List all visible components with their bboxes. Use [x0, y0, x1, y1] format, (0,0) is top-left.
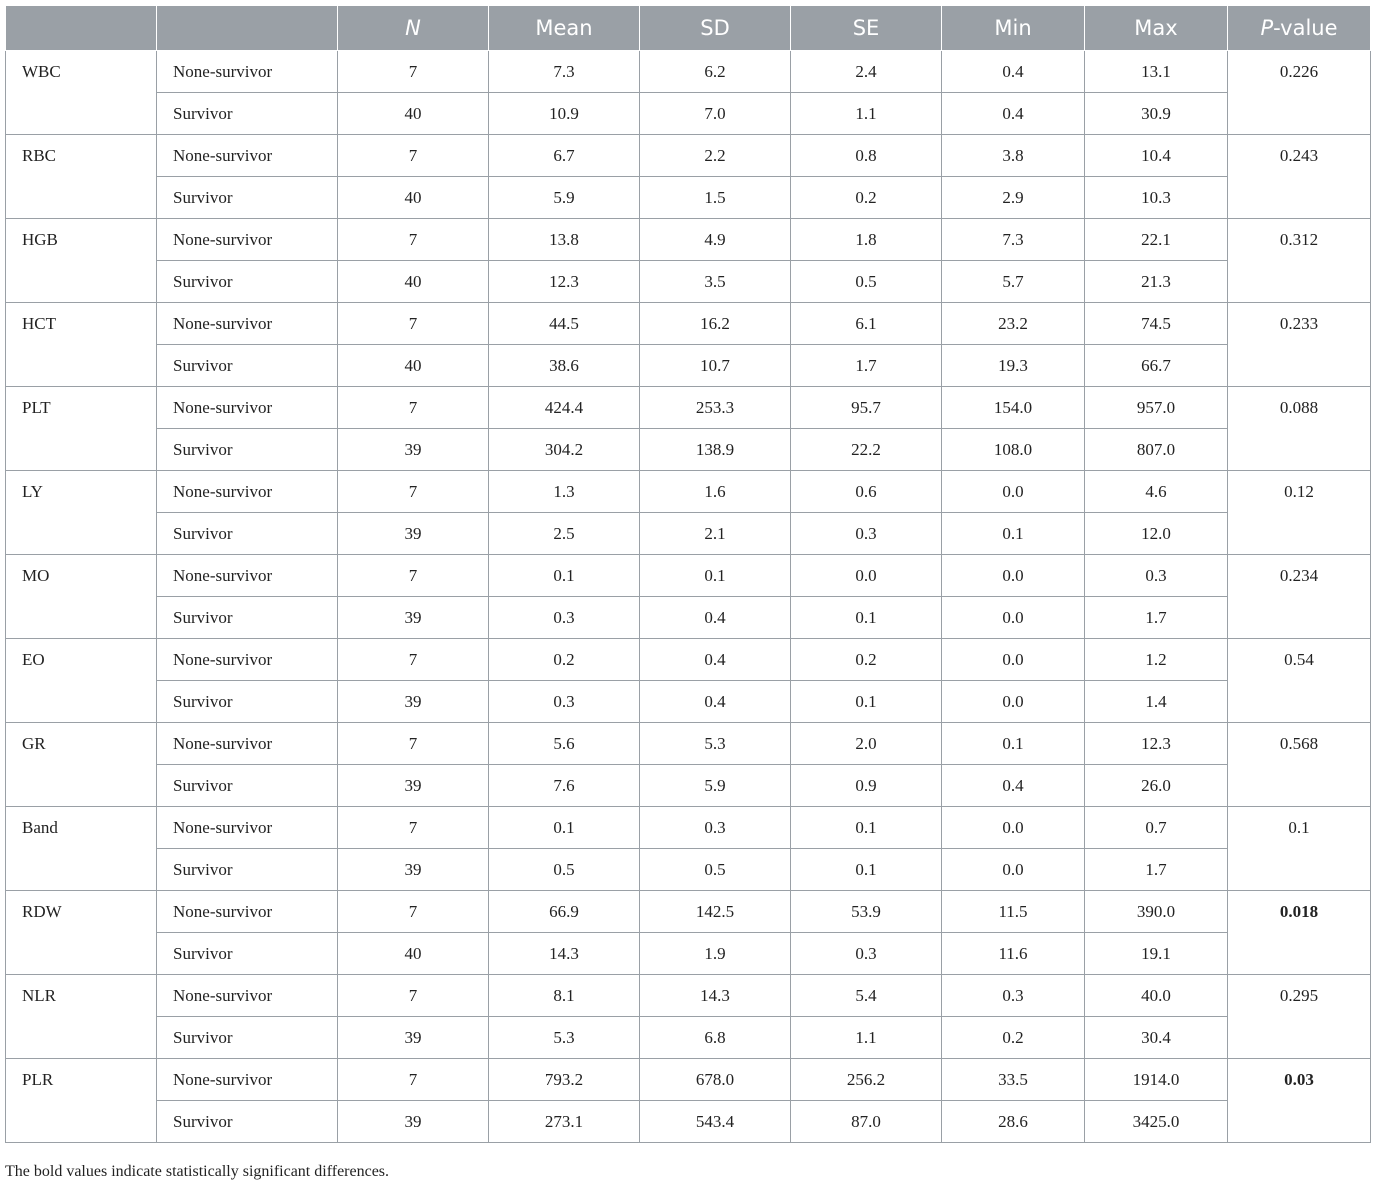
n-cell: 7 [338, 471, 489, 513]
mean-cell: 12.3 [489, 261, 640, 303]
p-value-cell: 0.088 [1228, 387, 1371, 471]
n-cell: 7 [338, 51, 489, 93]
p-value-cell: 0.018 [1228, 891, 1371, 975]
table-row [6, 429, 1371, 471]
min-cell: 0.0 [942, 681, 1085, 723]
se-cell: 1.8 [791, 219, 942, 261]
group-cell: None-survivor [157, 555, 338, 597]
sd-cell: 1.9 [640, 933, 791, 975]
se-cell: 0.0 [791, 555, 942, 597]
sd-cell: 16.2 [640, 303, 791, 345]
group-cell: Survivor [157, 933, 338, 975]
mean-cell: 0.2 [489, 639, 640, 681]
header-sd: SD [640, 6, 791, 51]
p-value-cell: 0.54 [1228, 639, 1371, 723]
table-row [6, 387, 1371, 429]
sd-cell: 0.4 [640, 597, 791, 639]
sd-cell: 138.9 [640, 429, 791, 471]
table-row [6, 345, 1371, 387]
header-n: N [338, 6, 489, 51]
table-row [6, 639, 1371, 681]
group-cell: None-survivor [157, 723, 338, 765]
max-cell: 1.7 [1085, 849, 1228, 891]
group-cell: Survivor [157, 1017, 338, 1059]
group-cell: None-survivor [157, 471, 338, 513]
n-cell: 40 [338, 261, 489, 303]
mean-cell: 2.5 [489, 513, 640, 555]
statistics-table [5, 5, 1371, 1143]
variable-cell: HCT [6, 303, 157, 387]
p-value-cell: 0.03 [1228, 1059, 1371, 1143]
p-value-cell: 0.243 [1228, 135, 1371, 219]
se-cell: 0.1 [791, 807, 942, 849]
table-row [6, 807, 1371, 849]
table-row [6, 1059, 1371, 1101]
max-cell: 390.0 [1085, 891, 1228, 933]
se-cell: 2.0 [791, 723, 942, 765]
n-cell: 40 [338, 177, 489, 219]
group-cell: None-survivor [157, 891, 338, 933]
variable-cell: LY [6, 471, 157, 555]
sd-cell: 3.5 [640, 261, 791, 303]
se-cell: 0.5 [791, 261, 942, 303]
sd-cell: 5.3 [640, 723, 791, 765]
variable-cell: Band [6, 807, 157, 891]
group-cell: Survivor [157, 849, 338, 891]
max-cell: 13.1 [1085, 51, 1228, 93]
min-cell: 7.3 [942, 219, 1085, 261]
sd-cell: 10.7 [640, 345, 791, 387]
max-cell: 66.7 [1085, 345, 1228, 387]
mean-cell: 7.3 [489, 51, 640, 93]
group-cell: Survivor [157, 1101, 338, 1143]
se-cell: 0.3 [791, 513, 942, 555]
mean-cell: 5.6 [489, 723, 640, 765]
table-row [6, 555, 1371, 597]
min-cell: 33.5 [942, 1059, 1085, 1101]
mean-cell: 273.1 [489, 1101, 640, 1143]
max-cell: 22.1 [1085, 219, 1228, 261]
n-cell: 7 [338, 975, 489, 1017]
group-cell: None-survivor [157, 807, 338, 849]
p-value-cell: 0.312 [1228, 219, 1371, 303]
mean-cell: 424.4 [489, 387, 640, 429]
se-cell: 5.4 [791, 975, 942, 1017]
mean-cell: 0.3 [489, 681, 640, 723]
se-cell: 0.3 [791, 933, 942, 975]
table-row [6, 51, 1371, 93]
variable-cell: WBC [6, 51, 157, 135]
se-cell: 0.1 [791, 597, 942, 639]
min-cell: 5.7 [942, 261, 1085, 303]
max-cell: 0.7 [1085, 807, 1228, 849]
group-cell: None-survivor [157, 975, 338, 1017]
header-p-rest: -value [1273, 16, 1338, 40]
max-cell: 807.0 [1085, 429, 1228, 471]
mean-cell: 10.9 [489, 93, 640, 135]
max-cell: 10.4 [1085, 135, 1228, 177]
table-row [6, 597, 1371, 639]
p-value-cell: 0.234 [1228, 555, 1371, 639]
mean-cell: 66.9 [489, 891, 640, 933]
min-cell: 0.4 [942, 51, 1085, 93]
min-cell: 11.5 [942, 891, 1085, 933]
sd-cell: 7.0 [640, 93, 791, 135]
max-cell: 1.7 [1085, 597, 1228, 639]
sd-cell: 142.5 [640, 891, 791, 933]
table-row [6, 849, 1371, 891]
min-cell: 0.0 [942, 555, 1085, 597]
sd-cell: 0.1 [640, 555, 791, 597]
max-cell: 74.5 [1085, 303, 1228, 345]
group-cell: Survivor [157, 93, 338, 135]
sd-cell: 1.6 [640, 471, 791, 513]
table-row [6, 933, 1371, 975]
n-cell: 39 [338, 597, 489, 639]
sd-cell: 14.3 [640, 975, 791, 1017]
se-cell: 2.4 [791, 51, 942, 93]
table-row [6, 681, 1371, 723]
p-value-cell: 0.568 [1228, 723, 1371, 807]
min-cell: 0.2 [942, 1017, 1085, 1059]
mean-cell: 0.1 [489, 555, 640, 597]
max-cell: 1.2 [1085, 639, 1228, 681]
mean-cell: 13.8 [489, 219, 640, 261]
se-cell: 0.9 [791, 765, 942, 807]
n-cell: 7 [338, 1059, 489, 1101]
sd-cell: 0.4 [640, 639, 791, 681]
n-cell: 39 [338, 513, 489, 555]
se-cell: 0.2 [791, 177, 942, 219]
mean-cell: 5.3 [489, 1017, 640, 1059]
n-cell: 7 [338, 303, 489, 345]
n-cell: 39 [338, 849, 489, 891]
min-cell: 0.1 [942, 723, 1085, 765]
group-cell: None-survivor [157, 1059, 338, 1101]
se-cell: 1.1 [791, 1017, 942, 1059]
group-cell: Survivor [157, 681, 338, 723]
se-cell: 0.1 [791, 681, 942, 723]
n-cell: 7 [338, 639, 489, 681]
max-cell: 30.4 [1085, 1017, 1228, 1059]
variable-cell: NLR [6, 975, 157, 1059]
variable-cell: MO [6, 555, 157, 639]
mean-cell: 5.9 [489, 177, 640, 219]
mean-cell: 14.3 [489, 933, 640, 975]
se-cell: 1.7 [791, 345, 942, 387]
mean-cell: 7.6 [489, 765, 640, 807]
group-cell: None-survivor [157, 51, 338, 93]
max-cell: 0.3 [1085, 555, 1228, 597]
group-cell: Survivor [157, 765, 338, 807]
mean-cell: 304.2 [489, 429, 640, 471]
sd-cell: 253.3 [640, 387, 791, 429]
mean-cell: 44.5 [489, 303, 640, 345]
max-cell: 30.9 [1085, 93, 1228, 135]
se-cell: 22.2 [791, 429, 942, 471]
p-value-cell: 0.226 [1228, 51, 1371, 135]
header-row [6, 6, 1371, 51]
se-cell: 6.1 [791, 303, 942, 345]
mean-cell: 6.7 [489, 135, 640, 177]
group-cell: Survivor [157, 345, 338, 387]
se-cell: 0.8 [791, 135, 942, 177]
max-cell: 1914.0 [1085, 1059, 1228, 1101]
n-cell: 40 [338, 93, 489, 135]
sd-cell: 6.2 [640, 51, 791, 93]
header-variable [6, 6, 157, 51]
min-cell: 108.0 [942, 429, 1085, 471]
min-cell: 23.2 [942, 303, 1085, 345]
p-value-cell: 0.12 [1228, 471, 1371, 555]
table-row [6, 891, 1371, 933]
n-cell: 7 [338, 135, 489, 177]
p-value-cell: 0.233 [1228, 303, 1371, 387]
min-cell: 0.0 [942, 471, 1085, 513]
variable-cell: EO [6, 639, 157, 723]
n-cell: 7 [338, 723, 489, 765]
min-cell: 0.0 [942, 639, 1085, 681]
min-cell: 3.8 [942, 135, 1085, 177]
se-cell: 53.9 [791, 891, 942, 933]
sd-cell: 543.4 [640, 1101, 791, 1143]
n-cell: 7 [338, 807, 489, 849]
variable-cell: HGB [6, 219, 157, 303]
header-p-italic: P [1260, 16, 1274, 40]
n-cell: 40 [338, 933, 489, 975]
mean-cell: 0.1 [489, 807, 640, 849]
n-cell: 39 [338, 681, 489, 723]
max-cell: 26.0 [1085, 765, 1228, 807]
min-cell: 0.3 [942, 975, 1085, 1017]
group-cell: None-survivor [157, 135, 338, 177]
se-cell: 0.2 [791, 639, 942, 681]
n-cell: 7 [338, 387, 489, 429]
se-cell: 0.6 [791, 471, 942, 513]
table-footnote: The bold values indicate statistically significant differences. [5, 1163, 390, 1180]
max-cell: 4.6 [1085, 471, 1228, 513]
max-cell: 10.3 [1085, 177, 1228, 219]
table-row [6, 93, 1371, 135]
table-row [6, 513, 1371, 555]
sd-cell: 0.4 [640, 681, 791, 723]
se-cell: 1.1 [791, 93, 942, 135]
group-cell: None-survivor [157, 219, 338, 261]
group-cell: Survivor [157, 429, 338, 471]
max-cell: 19.1 [1085, 933, 1228, 975]
min-cell: 28.6 [942, 1101, 1085, 1143]
min-cell: 2.9 [942, 177, 1085, 219]
group-cell: Survivor [157, 261, 338, 303]
n-cell: 7 [338, 891, 489, 933]
variable-cell: GR [6, 723, 157, 807]
group-cell: Survivor [157, 597, 338, 639]
mean-cell: 0.5 [489, 849, 640, 891]
sd-cell: 4.9 [640, 219, 791, 261]
table-row [6, 303, 1371, 345]
sd-cell: 6.8 [640, 1017, 791, 1059]
header-max: Max [1085, 6, 1228, 51]
table-body [6, 51, 1371, 1143]
mean-cell: 0.3 [489, 597, 640, 639]
table-row [6, 1017, 1371, 1059]
group-cell: None-survivor [157, 303, 338, 345]
min-cell: 0.0 [942, 597, 1085, 639]
sd-cell: 2.2 [640, 135, 791, 177]
max-cell: 40.0 [1085, 975, 1228, 1017]
p-value-cell: 0.1 [1228, 807, 1371, 891]
table-row [6, 1101, 1371, 1143]
n-cell: 40 [338, 345, 489, 387]
se-cell: 256.2 [791, 1059, 942, 1101]
table-row [6, 723, 1371, 765]
min-cell: 154.0 [942, 387, 1085, 429]
min-cell: 0.1 [942, 513, 1085, 555]
n-cell: 39 [338, 1017, 489, 1059]
table-row [6, 261, 1371, 303]
min-cell: 0.4 [942, 765, 1085, 807]
variable-cell: PLR [6, 1059, 157, 1143]
group-cell: Survivor [157, 513, 338, 555]
header-se: SE [791, 6, 942, 51]
group-cell: None-survivor [157, 639, 338, 681]
n-cell: 39 [338, 429, 489, 471]
min-cell: 0.4 [942, 93, 1085, 135]
header-p-value [1228, 6, 1371, 51]
se-cell: 95.7 [791, 387, 942, 429]
min-cell: 19.3 [942, 345, 1085, 387]
max-cell: 1.4 [1085, 681, 1228, 723]
variable-cell: RDW [6, 891, 157, 975]
table-row [6, 975, 1371, 1017]
sd-cell: 678.0 [640, 1059, 791, 1101]
table-row [6, 177, 1371, 219]
max-cell: 957.0 [1085, 387, 1228, 429]
n-cell: 39 [338, 1101, 489, 1143]
header-min: Min [942, 6, 1085, 51]
header-mean: Mean [489, 6, 640, 51]
sd-cell: 2.1 [640, 513, 791, 555]
sd-cell: 5.9 [640, 765, 791, 807]
sd-cell: 0.3 [640, 807, 791, 849]
mean-cell: 793.2 [489, 1059, 640, 1101]
min-cell: 0.0 [942, 849, 1085, 891]
group-cell: Survivor [157, 177, 338, 219]
min-cell: 11.6 [942, 933, 1085, 975]
max-cell: 3425.0 [1085, 1101, 1228, 1143]
table-row [6, 219, 1371, 261]
max-cell: 12.3 [1085, 723, 1228, 765]
variable-cell: RBC [6, 135, 157, 219]
mean-cell: 38.6 [489, 345, 640, 387]
table-row [6, 135, 1371, 177]
max-cell: 21.3 [1085, 261, 1228, 303]
mean-cell: 1.3 [489, 471, 640, 513]
n-cell: 7 [338, 219, 489, 261]
n-cell: 39 [338, 765, 489, 807]
table-row [6, 765, 1371, 807]
table-row [6, 471, 1371, 513]
sd-cell: 1.5 [640, 177, 791, 219]
sd-cell: 0.5 [640, 849, 791, 891]
min-cell: 0.0 [942, 807, 1085, 849]
se-cell: 87.0 [791, 1101, 942, 1143]
p-value-cell: 0.295 [1228, 975, 1371, 1059]
header-group [157, 6, 338, 51]
se-cell: 0.1 [791, 849, 942, 891]
variable-cell: PLT [6, 387, 157, 471]
n-cell: 7 [338, 555, 489, 597]
mean-cell: 8.1 [489, 975, 640, 1017]
max-cell: 12.0 [1085, 513, 1228, 555]
group-cell: None-survivor [157, 387, 338, 429]
